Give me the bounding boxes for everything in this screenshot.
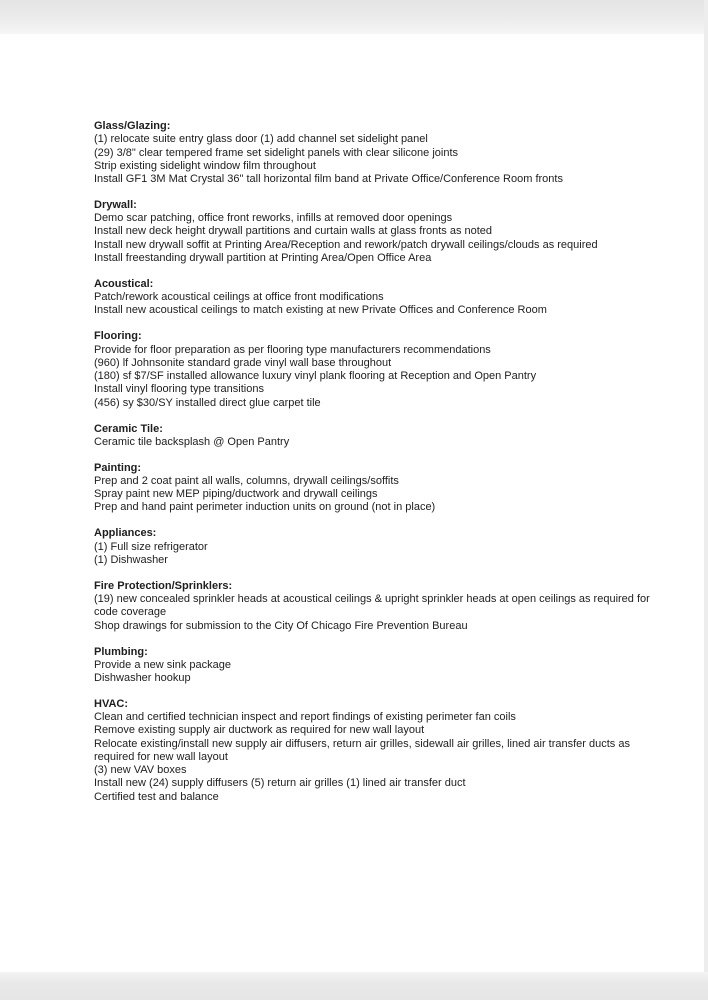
scope-line: (3) new VAV boxes (94, 764, 187, 777)
section-heading: Ceramic Tile: (94, 422, 163, 435)
scope-line: (1) relocate suite entry glass door (1) add channel set sidelight panel (94, 133, 428, 146)
scope-line: Clean and certified technician inspect and report findings of existing perimeter fan coils (94, 711, 516, 724)
section-glass-glazing (94, 120, 654, 186)
scope-line: Install freestanding drywall partition at Printing Area/Open Office Area (94, 251, 432, 264)
scope-line: (19) new concealed sprinkler heads at acoustical ceilings & upright sprinkler heads at open ceilings as required for code coverage (94, 593, 650, 619)
section-appliances (94, 527, 654, 567)
scope-line: Install new (24) supply diffusers (5) return air grilles (1) lined air transfer duct (94, 777, 466, 790)
scope-line: Install GF1 3M Mat Crystal 36" tall horizontal film band at Private Office/Conference Room fronts (94, 173, 563, 185)
scope-line: (180) sf $7/SF installed allowance luxury vinyl plank flooring at Reception and Open Pantry (94, 370, 537, 383)
scope-line: (960) lf Johnsonite standard grade vinyl wall base throughout (94, 356, 392, 369)
scope-line: Shop drawings for submission to the City Of Chicago Fire Prevention Bureau (94, 619, 468, 632)
scan-edge-bottom (0, 972, 708, 1000)
section-heading: Flooring: (94, 330, 142, 343)
scope-line: Install new drywall soffit at Printing Area/Reception and rework/patch drywall ceilings/clouds as required (94, 238, 598, 251)
scope-line: Provide for floor preparation as per flooring type manufacturers recommendations (94, 343, 491, 356)
scope-line: Provide a new sink package (94, 658, 231, 671)
scope-line: Demo scar patching, office front reworks, infills at removed door openings (94, 212, 453, 225)
section-ceramic-tile (94, 423, 654, 450)
scope-line: Install vinyl flooring type transitions (94, 383, 264, 396)
scope-line: Spray paint new MEP piping/ductwork and drywall ceilings (94, 488, 378, 501)
scope-line: Ceramic tile backsplash @ Open Pantry (94, 435, 290, 448)
section-fire-protection-sprinklers (94, 580, 654, 633)
scope-line: Patch/rework acoustical ceilings at office front modifications (94, 291, 384, 304)
section-heading: Plumbing: (94, 645, 148, 658)
scope-line: (29) 3/8" clear tempered frame set sidelight panels with clear silicone joints (94, 146, 459, 159)
section-heading: Appliances: (94, 527, 157, 540)
section-heading: Painting: (94, 461, 142, 474)
scope-line: Dishwasher hookup (94, 672, 191, 684)
section-drywall (94, 199, 654, 265)
section-flooring (94, 330, 654, 410)
scan-edge-right (704, 0, 708, 1000)
section-heading: HVAC: (94, 697, 129, 710)
section-painting (94, 462, 654, 515)
section-hvac (94, 698, 654, 804)
section-heading: Acoustical: (94, 277, 154, 290)
scope-line: Remove existing supply air ductwork as required for new wall layout (94, 724, 425, 737)
scope-of-work (94, 120, 654, 817)
scope-line: Certified test and balance (94, 790, 219, 803)
scope-line: Prep and 2 coat paint all walls, columns, drywall ceilings/soffits (94, 474, 399, 487)
section-plumbing (94, 646, 654, 686)
section-acoustical (94, 278, 654, 318)
scan-edge-top (0, 0, 708, 34)
scope-line: Relocate existing/install new supply air diffusers, return air grilles, sidewall air grilles, lined air transfer ducts as required for new wall layout (94, 737, 630, 763)
section-heading: Fire Protection/Sprinklers: (94, 579, 233, 592)
scope-line: (456) sy $30/SY installed direct glue carpet tile (94, 396, 321, 409)
section-heading: Drywall: (94, 198, 137, 211)
scope-line: Strip existing sidelight window film throughout (94, 159, 316, 172)
scope-line: Install new acoustical ceilings to match existing at new Private Offices and Conference Room (94, 304, 547, 317)
scope-line: Install new deck height drywall partitions and curtain walls at glass fronts as noted (94, 225, 493, 238)
scope-line: (1) Dishwasher (94, 553, 168, 566)
scope-line: (1) Full size refrigerator (94, 540, 208, 553)
scope-line: Prep and hand paint perimeter induction units on ground (not in place) (94, 501, 436, 514)
section-heading: Glass/Glazing: (94, 120, 171, 132)
